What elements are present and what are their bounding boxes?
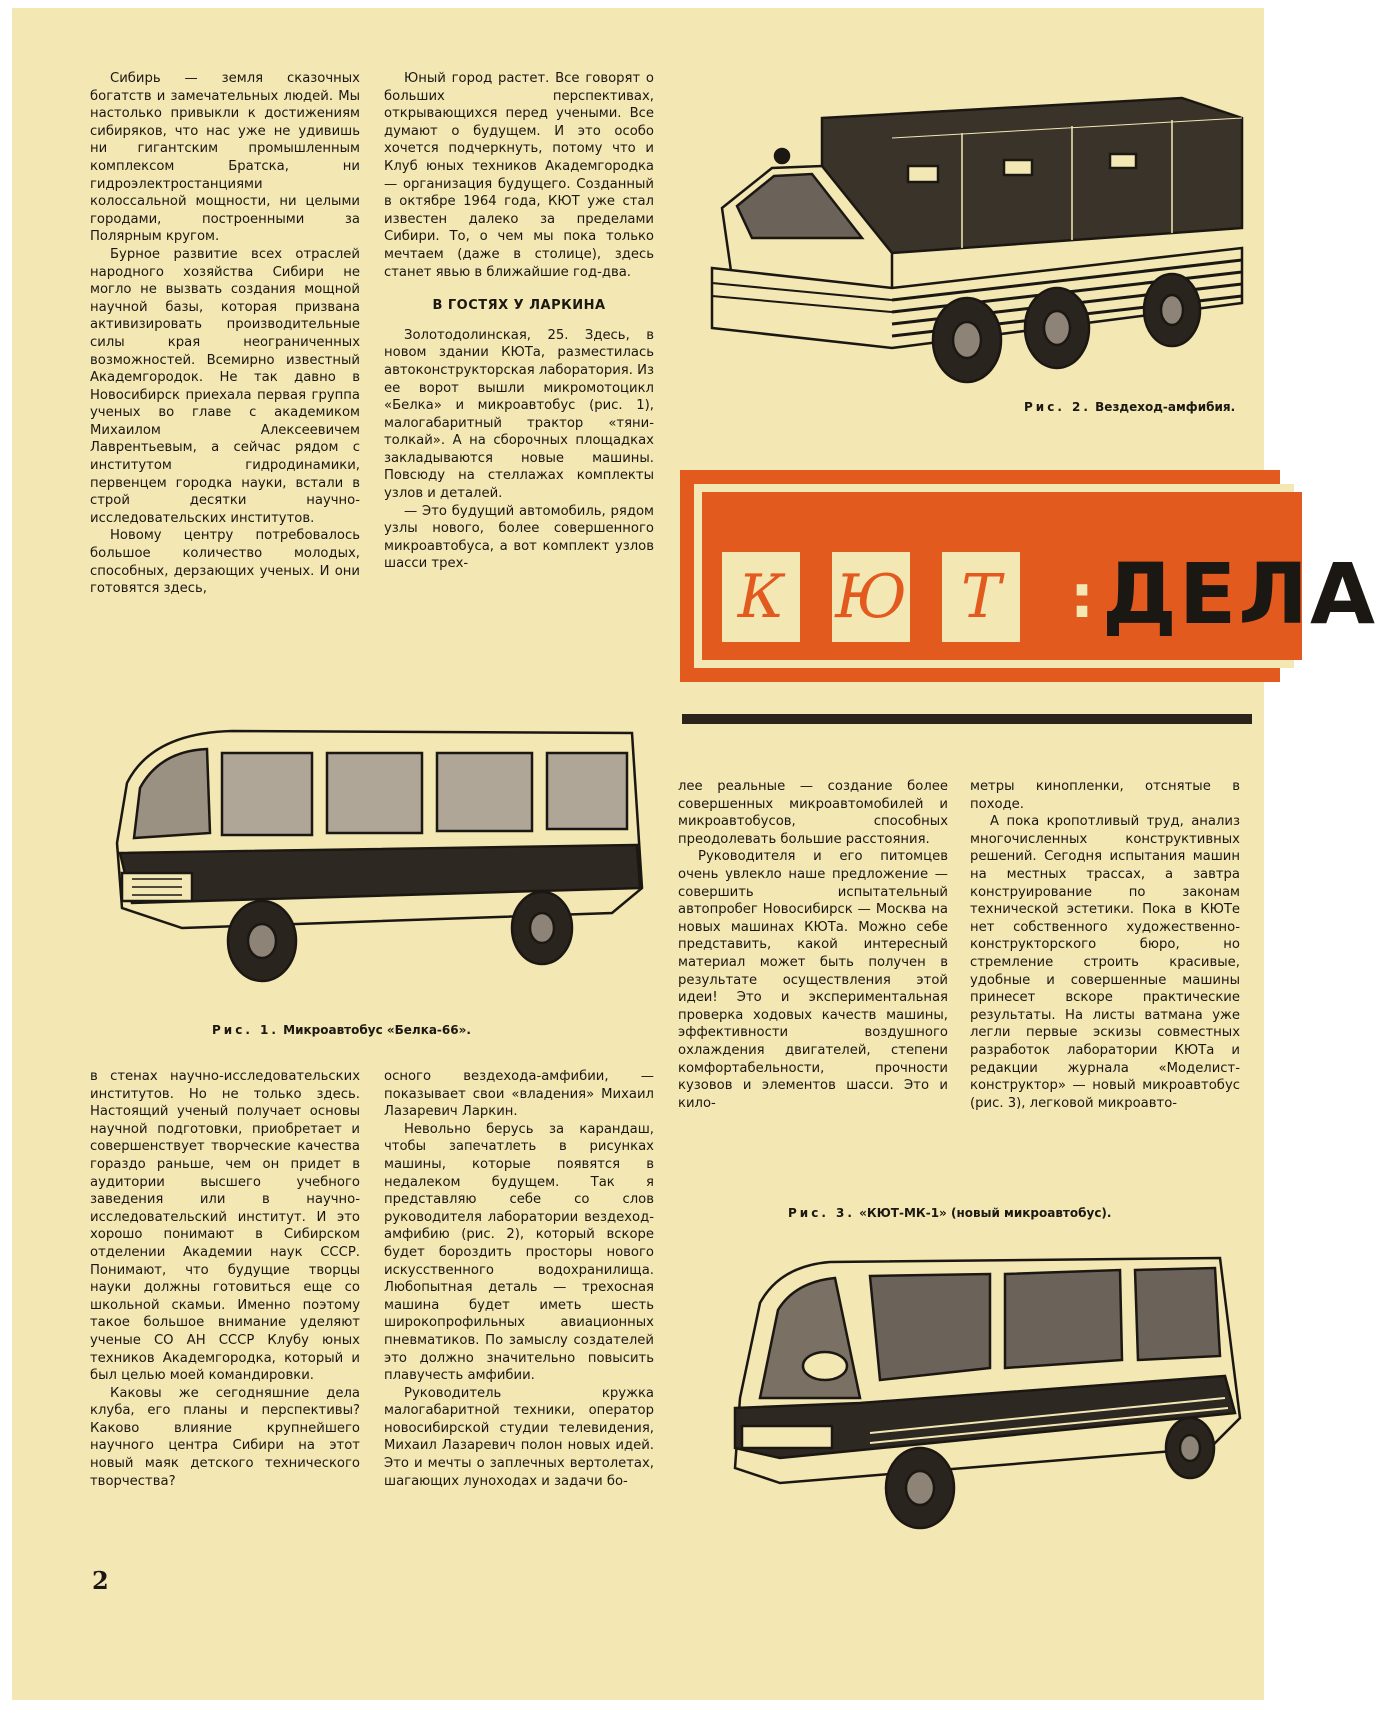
title-banner bbox=[680, 470, 1377, 682]
figure-2-caption bbox=[1024, 400, 1235, 414]
column-3 bbox=[678, 778, 948, 1112]
column-1-top bbox=[90, 70, 360, 598]
column-4 bbox=[970, 778, 1240, 1112]
figure-3-caption-prefix: Рис. 3. bbox=[788, 1206, 855, 1220]
column-1-bottom bbox=[90, 1068, 360, 1490]
paragraph: Невольно берусь за карандаш, чтобы запечатлеть в рисунках машины, которые появятся в недалеком будущем. Так я представляю себе со слов руководителя лаборатории вездеход-амфибию (рис. 2), который вскоре будет бороздить просторы нового искусственного водохранилища. Любопытная деталь — трехосная машина будет иметь шесть широкопрофильных авиационных пневматиков. По замыслу создателей это должно значительно повысить плавучесть амфибии. bbox=[384, 1121, 654, 1384]
banner-letter-k: К bbox=[722, 552, 800, 642]
figure-1-caption bbox=[212, 1023, 471, 1037]
paragraph: Каковы же сегодняшние дела клуба, его планы и перспективы? Каково влияние крупнейшего научного центра Сибири на этот новый маяк детского технического творчества? bbox=[90, 1385, 360, 1489]
figure-3-caption-text: «КЮТ-МК-1» (новый микроавтобус). bbox=[859, 1206, 1112, 1220]
paragraph: лее реальные — создание более совершенных микроавтомобилей и микроавтобусов, способных преодолевать большие расстояния. bbox=[678, 779, 948, 847]
paragraph: осного вездехода-амфибии, — показывает свои «владения» Михаил Лазаревич Ларкин. bbox=[384, 1069, 654, 1120]
figure-2-caption-prefix: Рис. 2. bbox=[1024, 400, 1091, 414]
paragraph: Бурное развитие всех отраслей народного хозяйства Сибири не могло не вызвать создания мощной научной базы, которая призвана активизировать производительные силы края неограниченных возможностей. Всемирно известный Академгородок. Не так давно в Новосибирск приехала первая группа ученых во главе с академиком Михаилом Алексеевичем Лаврентьевым, а сейчас рядом с институтом гидродинамики, первенцем городка науки, встали в строй десятки научно-исследовательских институтов. bbox=[90, 246, 360, 526]
banner-word: ДЕЛА bbox=[1102, 545, 1377, 643]
banner-fill bbox=[702, 492, 1377, 660]
paragraph: метры кинопленки, отснятые в походе. bbox=[970, 779, 1240, 812]
figure-1-microbus-illustration bbox=[112, 713, 652, 1003]
banner-letter-t: Т bbox=[942, 552, 1020, 642]
magazine-page bbox=[12, 8, 1377, 1700]
paragraph: в стенах научно-исследовательских институтов. Но не только здесь. Настоящий ученый получает основы научной подготовки, приобретает и совершенствует творческие качества гораздо раньше, чем он придет в аудитории высшего учебного заведения или в научно-исследовательский институт. И это хорошо понимают в Сибирском отделении Академии наук СССР. Понимают, что будущие творцы науки должны готовиться еще со школьной скамьи. Именно поэтому такое большое внимание уделяют ученые СО АН СССР Клубу юных техников Академгородка, который и был целью моей командировки. bbox=[90, 1069, 360, 1384]
figure-1-caption-prefix: Рис. 1. bbox=[212, 1023, 279, 1037]
paragraph: Руководителя и его питомцев очень увлекло наше предложение — совершить испытательный автопробег Новосибирск — Москва на новых машинах КЮТа. Можно себе представить, какой интересный материал может быть получен в результате осуществления этой идеи! Это и экспериментальная проверка ходовых качеств машины, эффективности воздушного охлаждения двигателей, степени комфортабельности, прочности кузовов и элементов шасси. Это и кило- bbox=[678, 849, 948, 1111]
paragraph: — Это будущий автомобиль, рядом узлы нового, более совершенного микроавтобуса, а вот комплект узлов шасси трех- bbox=[384, 503, 654, 572]
banner-colon: : bbox=[1070, 562, 1094, 632]
paragraph: Новому центру потребовалось большое количество молодых, способных, дерзающих ученых. И они готовятся здесь, bbox=[90, 528, 360, 597]
horizontal-rule bbox=[682, 714, 1252, 724]
figure-2-amphibian-illustration bbox=[712, 78, 1252, 398]
paragraph: Руководитель кружка малогабаритной техники, оператор новосибирской студии телевидения, Михаил Лазаревич полон новых идей. Это и мечты о заплечных вертолетах, шагающих луноходах и задачи бо- bbox=[384, 1385, 654, 1489]
paragraph: А пока кропотливый труд, анализ многочисленных конструктивных решений. Сегодня испытания машин на местных трассах, а завтра конструирование по законам технической эстетики. Пока в КЮТе нет собственного художественно-конструкторского бюро, но стремление строить красивые, удобные и совершенные машины принесет вскоре практические результаты. На листы ватмана уже легли первые эскизы совместных разработок лаборатории КЮТа и редакции журнала «Моделист-конструктор» — новый микроавтобус (рис. 3), легковой микроавто- bbox=[970, 814, 1240, 1111]
figure-3-microbus-illustration bbox=[720, 1248, 1250, 1548]
section-heading: В ГОСТЯХ У ЛАРКИНА bbox=[432, 298, 606, 314]
paragraph: Золотодолинская, 25. Здесь, в новом здании КЮТа, разместилась автоконструкторская лаборатория. Из ее ворот вышли микромотоцикл «Белка» и микроавтобус (рис. 1), малогабаритный трактор «тяни-толкай». А на сборочных площадках закладываются новые машины. Повсюду на стеллажах комплекты узлов и деталей. bbox=[384, 327, 654, 502]
column-2-bottom bbox=[384, 1068, 654, 1490]
figure-1-caption-text: Микроавтобус «Белка-66». bbox=[283, 1023, 471, 1037]
page-number: 2 bbox=[92, 1566, 109, 1595]
figure-2-caption-text: Вездеход-амфибия. bbox=[1095, 400, 1236, 414]
figure-3-caption bbox=[788, 1206, 1111, 1220]
paragraph: Сибирь — земля сказочных богатств и замечательных людей. Мы настолько привыкли к достижениям сибиряков, что нас уже не удивишь ни гигантским промышленным комплексом Братска, ни гидроэлектростанциями колоссальной мощности, ни целыми городами, построенными за Полярным кругом. bbox=[90, 71, 360, 245]
banner-letter-yu: Ю bbox=[832, 552, 910, 642]
column-2-top bbox=[384, 70, 654, 573]
paragraph: Юный город растет. Все говорят о больших перспективах, открывающихся перед учеными. Все думают о будущем. И это особо хочется подчеркнуть, потому что и Клуб юных техников Академгородка — организация будущего. Созданный в октябре 1964 года, КЮТ уже стал известен далеко за пределами Сибири. То, о чем мы пока только мечтаем (даже в столице), здесь станет явью в ближайшие год-два. bbox=[384, 71, 654, 280]
